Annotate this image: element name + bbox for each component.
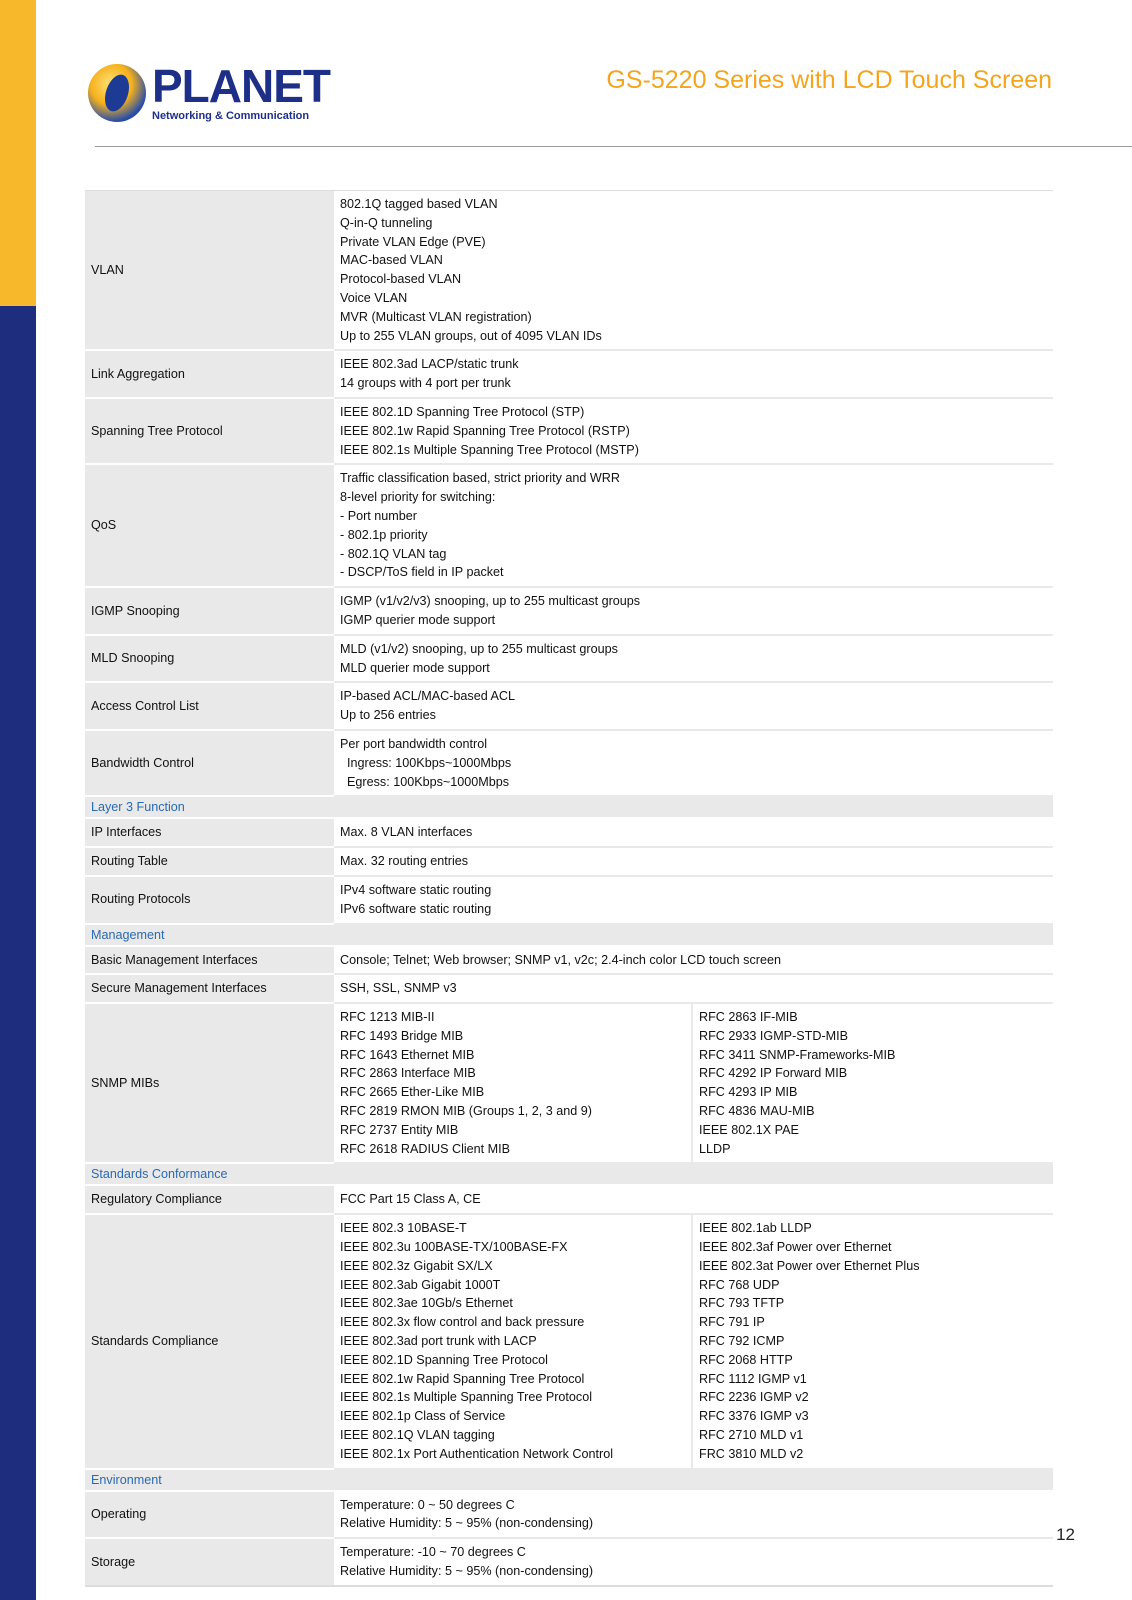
section-title: Management	[85, 924, 1053, 946]
spec-row	[85, 818, 1053, 847]
value-line: RFC 793 TFTP	[699, 1296, 785, 1311]
value-line: - Port number	[340, 508, 417, 523]
value-line: IPv6 software static routing	[340, 901, 492, 916]
spec-label: Standards Compliance	[85, 1214, 334, 1468]
spec-value	[334, 876, 1053, 924]
spec-label: IP Interfaces	[85, 818, 334, 847]
spec-row	[85, 946, 1053, 975]
value-line: RFC 768 UDP	[699, 1277, 780, 1292]
value-line: IEEE 802.3x flow control and back pressure	[340, 1315, 585, 1330]
spec-label: MLD Snooping	[85, 635, 334, 683]
value-line: Up to 255 VLAN groups, out of 4095 VLAN IDs	[340, 328, 602, 343]
value-line: Private VLAN Edge (PVE)	[340, 234, 486, 249]
spec-value	[334, 946, 1053, 975]
value-line: Protocol-based VLAN	[340, 272, 462, 287]
value-line: IEEE 802.3ad port trunk with LACP	[340, 1334, 537, 1349]
value-line: Ingress: 100Kbps~1000Mbps	[340, 755, 512, 770]
spec-row	[85, 876, 1053, 924]
value-line: RFC 1112 IGMP v1	[699, 1371, 807, 1386]
value-line: RFC 2068 HTTP	[699, 1352, 793, 1367]
value-line: IEEE 802.3u 100BASE-TX/100BASE-FX	[340, 1240, 568, 1255]
spec-row	[85, 464, 1053, 587]
value-line: FRC 3810 MLD v2	[699, 1446, 804, 1461]
value-line: RFC 3411 SNMP-Frameworks-MIB	[699, 1047, 896, 1062]
value-line: RFC 1493 Bridge MIB	[340, 1028, 464, 1043]
value-line: IGMP (v1/v2/v3) snooping, up to 255 multicast groups	[340, 594, 641, 609]
document-title: GS-5220 Series with LCD Touch Screen	[606, 66, 1052, 94]
spec-row	[85, 1003, 1053, 1163]
value-line: RFC 2618 RADIUS Client MIB	[340, 1141, 511, 1156]
spec-value	[334, 587, 1053, 635]
spec-row	[85, 350, 1053, 398]
value-line: - DSCP/ToS field in IP packet	[340, 565, 504, 580]
value-line: IEEE 802.3at Power over Ethernet Plus	[699, 1258, 920, 1273]
spec-label: QoS	[85, 464, 334, 587]
value-line: Q-in-Q tunneling	[340, 215, 433, 230]
value-line: RFC 1643 Ethernet MIB	[340, 1047, 475, 1062]
spec-value-left	[334, 1214, 692, 1468]
value-line: RFC 2236 IGMP v2	[699, 1390, 809, 1405]
spec-label: Regulatory Compliance	[85, 1185, 334, 1214]
value-line: RFC 2863 Interface MIB	[340, 1066, 476, 1081]
planet-logo	[88, 60, 328, 130]
spec-row	[85, 1491, 1053, 1539]
value-line: IEEE 802.3z Gigabit SX/LX	[340, 1258, 493, 1273]
value-line: IEEE 802.3af Power over Ethernet	[699, 1240, 892, 1255]
spec-label: Routing Protocols	[85, 876, 334, 924]
spec-row	[85, 398, 1053, 464]
value-line: RFC 4292 IP Forward MIB	[699, 1066, 848, 1081]
section-title: Standards Conformance	[85, 1163, 1053, 1185]
spec-row	[85, 974, 1053, 1003]
spec-row	[85, 1185, 1053, 1214]
spec-label: VLAN	[85, 191, 334, 351]
value-line: RFC 2665 Ether-Like MIB	[340, 1085, 485, 1100]
spec-label: Bandwidth Control	[85, 730, 334, 796]
value-line: RFC 2863 IF-MIB	[699, 1010, 798, 1025]
spec-row	[85, 587, 1053, 635]
spec-label: SNMP MIBs	[85, 1003, 334, 1163]
value-line: RFC 4293 IP MIB	[699, 1085, 798, 1100]
value-line: IEEE 802.1s Multiple Spanning Tree Protocol	[340, 1390, 593, 1405]
value-line: SSH, SSL, SNMP v3	[340, 981, 457, 996]
value-line: RFC 2710 MLD v1	[699, 1428, 804, 1443]
spec-value	[334, 191, 1053, 351]
value-line: 14 groups with 4 port per trunk	[340, 376, 511, 391]
value-line: Voice VLAN	[340, 290, 408, 305]
sidebar-accent-yellow	[0, 0, 36, 306]
page-number: 12	[1056, 1525, 1075, 1544]
spec-value	[334, 1538, 1053, 1586]
spec-row	[85, 682, 1053, 730]
spec-value	[334, 818, 1053, 847]
spec-value-right	[692, 1003, 1053, 1163]
spec-row	[85, 1214, 1053, 1468]
section-title: Environment	[85, 1469, 1053, 1491]
value-line: IGMP querier mode support	[340, 612, 496, 627]
value-line: Per port bandwidth control	[340, 736, 488, 751]
value-line: IEEE 802.1Q VLAN tagging	[340, 1428, 495, 1443]
spec-row	[85, 1538, 1053, 1586]
value-line: - 802.1Q VLAN tag	[340, 546, 447, 561]
value-line: RFC 1213 MIB-II	[340, 1010, 435, 1025]
value-line: FCC Part 15 Class A, CE	[340, 1192, 481, 1207]
value-line: IEEE 802.3ab Gigabit 1000T	[340, 1277, 501, 1292]
value-line: IEEE 802.1X PAE	[699, 1122, 799, 1137]
spec-value	[334, 635, 1053, 683]
spec-label: IGMP Snooping	[85, 587, 334, 635]
spec-value	[334, 682, 1053, 730]
value-line: MLD (v1/v2) snooping, up to 255 multicast groups	[340, 641, 618, 656]
value-line: Egress: 100Kbps~1000Mbps	[340, 774, 510, 789]
value-line: IEEE 802.1w Rapid Spanning Tree Protocol	[340, 1371, 585, 1386]
logo-tagline: Networking & Communication	[152, 110, 310, 122]
value-line: IEEE 802.1D Spanning Tree Protocol (STP)	[340, 404, 585, 419]
spec-value	[334, 730, 1053, 796]
value-line: Traffic classification based, strict priority and WRR	[340, 471, 620, 486]
spec-label: Routing Table	[85, 847, 334, 876]
spec-value	[334, 847, 1053, 876]
header-divider	[95, 146, 1132, 147]
value-line: LLDP	[699, 1141, 731, 1156]
spec-label: Secure Management Interfaces	[85, 974, 334, 1003]
value-line: RFC 4836 MAU-MIB	[699, 1104, 815, 1119]
value-line: Temperature: 0 ~ 50 degrees C	[340, 1497, 515, 1512]
spec-value	[334, 398, 1053, 464]
spec-label: Basic Management Interfaces	[85, 946, 334, 975]
spec-value	[334, 464, 1053, 587]
spec-value	[334, 350, 1053, 398]
specification-table-body	[85, 191, 1053, 1586]
value-line: IEEE 802.3ad LACP/static trunk	[340, 357, 519, 372]
spec-label: Spanning Tree Protocol	[85, 398, 334, 464]
spec-value-left	[334, 1003, 692, 1163]
value-line: - 802.1p priority	[340, 527, 428, 542]
spec-row	[85, 847, 1053, 876]
value-line: RFC 3376 IGMP v3	[699, 1409, 809, 1424]
value-line: Relative Humidity: 5 ~ 95% (non-condensing)	[340, 1516, 594, 1531]
spec-value	[334, 1185, 1053, 1214]
specification-table	[85, 190, 1053, 1587]
spec-value	[334, 1491, 1053, 1539]
spec-row	[85, 635, 1053, 683]
value-line: Max. 32 routing entries	[340, 854, 469, 869]
value-line: IP-based ACL/MAC-based ACL	[340, 689, 516, 704]
value-line: Console; Telnet; Web browser; SNMP v1, v2c; 2.4-inch color LCD touch screen	[340, 952, 781, 967]
spec-value-right	[692, 1214, 1053, 1468]
logo-wordmark: PLANET	[152, 60, 330, 112]
value-line: IEEE 802.1w Rapid Spanning Tree Protocol (RSTP)	[340, 423, 630, 438]
value-line: RFC 792 ICMP	[699, 1334, 785, 1349]
value-line: 802.1Q tagged based VLAN	[340, 197, 498, 211]
spec-row	[85, 191, 1053, 351]
value-line: RFC 2933 IGMP-STD-MIB	[699, 1028, 849, 1043]
value-line: RFC 2819 RMON MIB (Groups 1, 2, 3 and 9)	[340, 1104, 592, 1119]
spec-label: Access Control List	[85, 682, 334, 730]
section-header	[85, 796, 1053, 818]
value-line: 8-level priority for switching:	[340, 490, 496, 505]
section-header	[85, 1163, 1053, 1185]
section-header	[85, 1469, 1053, 1491]
spec-row	[85, 730, 1053, 796]
value-line: Up to 256 entries	[340, 708, 436, 723]
value-line: MLD querier mode support	[340, 660, 490, 675]
value-line: MVR (Multicast VLAN registration)	[340, 309, 532, 324]
value-line: IEEE 802.1p Class of Service	[340, 1409, 506, 1424]
value-line: IEEE 802.1x Port Authentication Network Control	[340, 1446, 614, 1461]
spec-label: Link Aggregation	[85, 350, 334, 398]
section-header	[85, 924, 1053, 946]
value-line: RFC 791 IP	[699, 1315, 765, 1330]
sidebar-accent-blue	[0, 306, 36, 1600]
spec-label: Operating	[85, 1491, 334, 1539]
value-line: Max. 8 VLAN interfaces	[340, 825, 473, 840]
value-line: IEEE 802.1D Spanning Tree Protocol	[340, 1352, 548, 1367]
value-line: Relative Humidity: 5 ~ 95% (non-condensing)	[340, 1564, 594, 1579]
section-title: Layer 3 Function	[85, 796, 1053, 818]
value-line: RFC 2737 Entity MIB	[340, 1122, 459, 1137]
value-line: IEEE 802.1ab LLDP	[699, 1221, 812, 1236]
value-line: IPv4 software static routing	[340, 882, 492, 897]
value-line: IEEE 802.1s Multiple Spanning Tree Protocol (MSTP)	[340, 442, 639, 457]
value-line: IEEE 802.3ae 10Gb/s Ethernet	[340, 1296, 513, 1311]
value-line: Temperature: -10 ~ 70 degrees C	[340, 1545, 526, 1560]
spec-value	[334, 974, 1053, 1003]
value-line: IEEE 802.3 10BASE-T	[340, 1221, 467, 1236]
value-line: MAC-based VLAN	[340, 253, 443, 268]
spec-label: Storage	[85, 1538, 334, 1586]
